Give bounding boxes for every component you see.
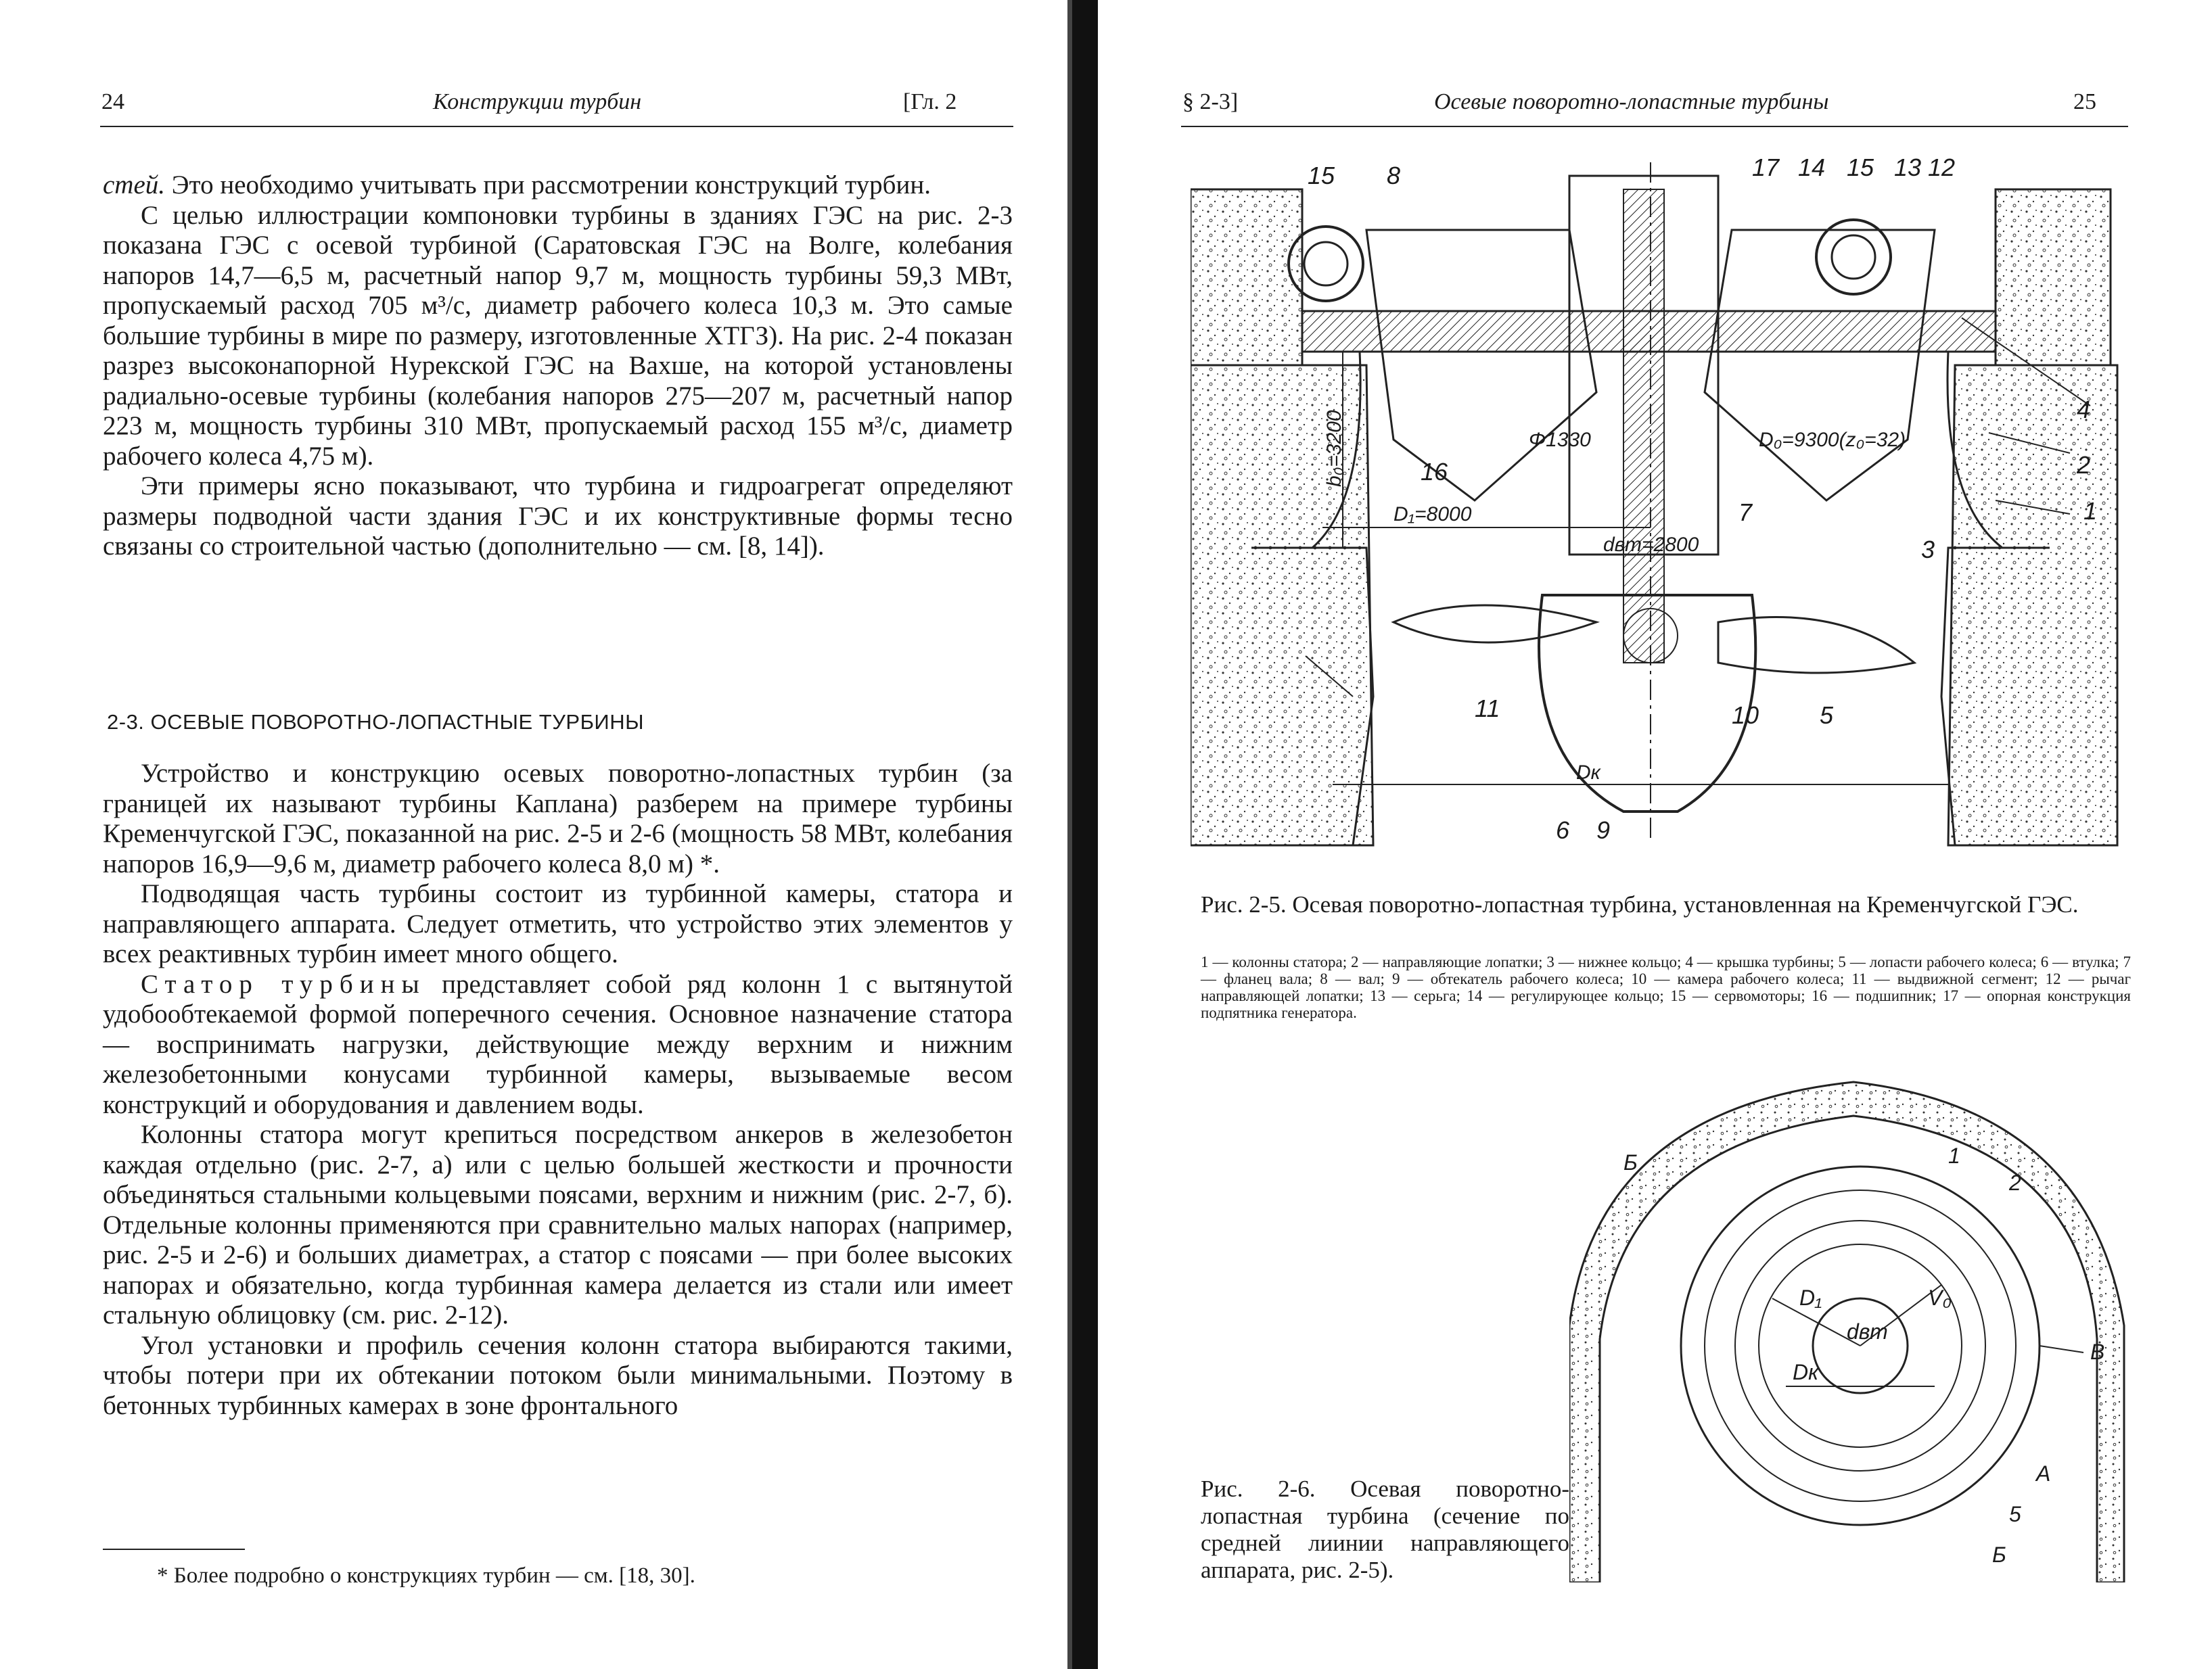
turbine-section-drawing bbox=[1191, 149, 2131, 859]
fig5-label: 14 bbox=[1798, 154, 1826, 181]
turbine-plan-drawing bbox=[1569, 1068, 2131, 1582]
paragraph: Колонны статора могут крепиться посредством анкеров в железобетон каждая отдельно (рис. 2-7, а) или с целью большей жесткости и прочности объединяться стальными кольцевыми поясами, верхним и нижним (рис. 2-7, б). Отдельные колонны применяются при сравнительно малых напорах (например, рис. 2-5 и 2-6) и больших диаметрах, а статор с поясами — при более высоких напорах и обязательно, когда турбинная камера делается из стали или имеет стальную облицовку (см. рис. 2-12). bbox=[103, 1120, 1013, 1330]
fig5-label: 15 bbox=[1847, 154, 1874, 181]
fig6-label: D₁ bbox=[1799, 1286, 1822, 1310]
fig5-legend: 1 — колонны статора; 2 — направляющие лопатки; 3 — нижнее кольцо; 4 — крышка турбины; 5 — лопасти рабочего колеса; 6 — втулка; 7 — фланец вала; 8 — вал; 9 — обтекатель рабочего колеса; 10 — камера рабочего колеса; 11 — выдвижной сегмент; 12 — рычаг направляющей лопатки; 13 — серьга; 14 — регулирующее кольцо; 15 — сервомоторы; 16 — подшипник; 17 — опорная конструкция подпятника генератора. bbox=[1201, 954, 2131, 1021]
fig5-label: 1 bbox=[2083, 497, 2098, 525]
footnote: * Более подробно о конструкциях турбин — см. [18, 30]. bbox=[157, 1564, 695, 1588]
fig5-label: 17 bbox=[1752, 154, 1780, 181]
header-rule-right bbox=[1181, 126, 2128, 127]
fig6-label: А bbox=[2036, 1461, 2051, 1486]
fig5-label: 6 bbox=[1556, 816, 1570, 844]
left-text-top bbox=[103, 170, 1013, 562]
paragraph: С целью иллюстрации компоновки турбины в зданиях ГЭС на рис. 2-3 показана ГЭС с осевой турбиной (Саратовская ГЭС на Волге, колебания напоров 14,7—6,5 м, расчетный напор 9,7 м, мощность турбины 59,3 МВт, пропускаемый расход 705 м³/с, диаметр рабочего колеса 10,3 м. Это самые большие турбины в мире по размеру, изготовленные ХТГЗ). На рис. 2-4 показан разрез высоконапорной Нурекской ГЭС на Вахше, на которой установлены радиально-осевые турбины (колебания напоров 275—207 м, расчетный напор 223 м, мощность турбины 310 МВт, пропускаемый расход 155 м³/с, диаметр рабочего колеса 4,75 м). bbox=[103, 200, 1013, 471]
fig6-caption: Рис. 2-6. Осевая поворотно-лопастная турбина (сечение по средней лиинии направляющего аппарата, рис. 2-5). bbox=[1201, 1476, 1569, 1583]
fig5-label: 7 bbox=[1738, 498, 1753, 526]
fig6-label: 2 bbox=[2009, 1171, 2021, 1195]
fig5-label: 13 bbox=[1894, 154, 1922, 181]
fig5-dim-shaft: Φ1330 bbox=[1529, 429, 1591, 451]
page-number-right: 25 bbox=[2073, 89, 2096, 114]
fig6-label: Dк bbox=[1793, 1360, 1819, 1384]
paragraph: Устройство и конструкцию осевых поворотно-лопастных турбин (за границей их называют турбины Каплана) разберем на примере турбины Кременчугской ГЭС, показанной на рис. 2-5 и 2-6 (мощность 58 МВт, колебания напоров 16,9—9,6 м, диаметр рабочего колеса 8,0 м) *. bbox=[103, 759, 1013, 878]
fig5-dim-guide-dia: D₀=9300(z₀=32) bbox=[1759, 429, 1906, 451]
fig6-label: Б bbox=[1992, 1543, 2006, 1567]
paragraph: Эти примеры ясно показывают, что турбина и гидроагрегат определяют размеры подводной части здания ГЭС и их конструктивные формы тесно связаны со строительной частью (дополнительно — см. [8, 14]). bbox=[103, 471, 1013, 561]
running-title-left: Конструкции турбин bbox=[433, 89, 642, 114]
fig5-dim-chamber: Dк bbox=[1576, 761, 1600, 784]
paragraph-text: Это необходимо учитывать при рассмотрении конструкций турбин. bbox=[165, 170, 931, 199]
paragraph bbox=[103, 970, 1013, 1121]
fig5-label: 9 bbox=[1596, 816, 1611, 844]
fig6-label: 1 bbox=[1948, 1144, 1960, 1168]
spaced-term: Статор турбины bbox=[141, 969, 426, 999]
fig5-label: 8 bbox=[1387, 162, 1401, 189]
footnote-rule bbox=[103, 1549, 245, 1550]
section-ref: § 2-3] bbox=[1182, 89, 1239, 114]
fig5-label: 10 bbox=[1732, 701, 1759, 729]
paragraph: Угол установки и профиль сечения колонн статора выбираются такими, чтобы потери при их обтекании потоком были минимальными. Поэтому в бетонных турбинных камерах в зоне фронтального bbox=[103, 1330, 1013, 1420]
page-number-left: 24 bbox=[101, 89, 124, 114]
italic-lead: стей. bbox=[103, 170, 166, 199]
fig5-label: 2 bbox=[2077, 451, 2091, 479]
fig5-label: 5 bbox=[1820, 701, 1834, 729]
running-title-right: Осевые поворотно-лопастные турбины bbox=[1434, 89, 1829, 114]
chapter-ref: [Гл. 2 bbox=[903, 89, 957, 114]
fig6-label: V₀ bbox=[1928, 1286, 1952, 1310]
left-text-bottom bbox=[103, 759, 1013, 1421]
fig5-label: 16 bbox=[1421, 458, 1448, 486]
book-spine bbox=[1072, 0, 1098, 1669]
fig5-caption: Рис. 2-5. Осевая поворотно-лопастная турбина, установленная на Кременчугской ГЭС. bbox=[1201, 891, 2079, 918]
fig6-label: В bbox=[2090, 1340, 2105, 1364]
fig5-label: 4 bbox=[2077, 396, 2091, 423]
fig5-dim-height: b₀=3200 bbox=[1323, 410, 1345, 487]
fig5-label: 3 bbox=[1921, 536, 1935, 563]
paragraph-text: представляет собой ряд колонн 1 с вытянутой удобообтекаемой формой поперечного сечения. Основное назначение статора — воспринимать нагрузки, действующие между верхним и нижним железобетонными конусами турбинной камеры, вызываемые весом конструкций и оборудования и давлением воды. bbox=[103, 969, 1013, 1119]
left-page bbox=[0, 0, 1055, 1669]
paragraph bbox=[103, 170, 1013, 201]
fig5-label: 15 bbox=[1308, 162, 1335, 189]
fig6-label: Б bbox=[1623, 1150, 1638, 1175]
fig5-dim-hub: dвт=2800 bbox=[1603, 534, 1699, 556]
fig6-label: dвт bbox=[1847, 1319, 1888, 1344]
right-page bbox=[1123, 0, 2212, 1669]
header-rule-left bbox=[100, 126, 1013, 127]
section-heading: 2-3. ОСЕВЫЕ ПОВОРОТНО-ЛОПАСТНЫЕ ТУРБИНЫ bbox=[107, 710, 645, 734]
paragraph: Подводящая часть турбины состоит из турбинной камеры, статора и направляющего аппарата. Следует отметить, что устройство этих элементов у всех реактивных турбин имеет много общего. bbox=[103, 879, 1013, 968]
fig5-label: 11 bbox=[1475, 695, 1500, 722]
fig5-label: 12 bbox=[1928, 154, 1956, 181]
fig6-label: 5 bbox=[2009, 1502, 2021, 1526]
fig5-dim-runner-dia: D₁=8000 bbox=[1393, 503, 1472, 525]
